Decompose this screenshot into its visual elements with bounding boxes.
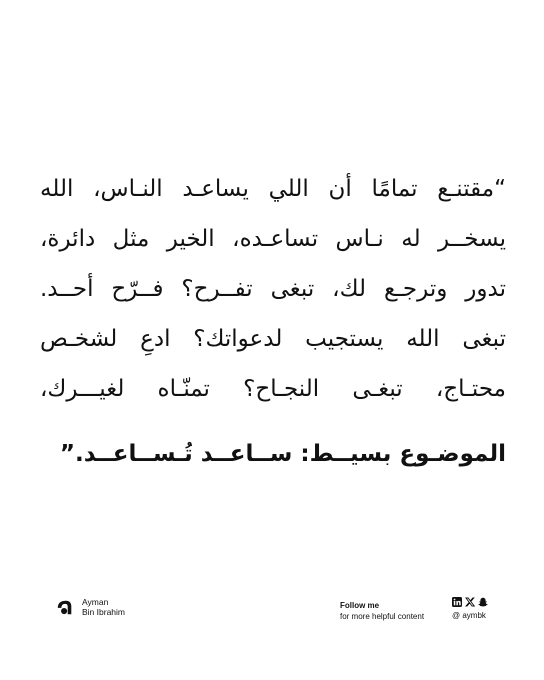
social-links	[452, 596, 488, 621]
snapchat-icon[interactable]	[478, 597, 488, 607]
quote-line: “مقتنـع تمامًا أن اللي يساعـد النـاس، الله	[40, 176, 506, 202]
author-last-name: Bin Ibrahim	[82, 607, 125, 617]
follow-title: Follow me	[340, 601, 380, 610]
follow-subtitle: for more helpful content	[340, 612, 425, 621]
quote-closing-line: الموضـوع بسيــط: ســاعــد تُـســاعــد.”	[59, 441, 506, 467]
author-name	[82, 597, 125, 617]
author-first-name: Ayman	[82, 597, 109, 607]
social-handle: @ aymbk	[452, 611, 486, 620]
author-signature	[56, 597, 125, 617]
x-icon[interactable]	[465, 597, 475, 607]
quote-block	[40, 164, 506, 479]
quote-line: محتـاج، تبغـى النجـاح؟ تمنّـاه لغيـــرك،	[40, 376, 506, 402]
quote-line: تدور وترجـع لك، تبغى تفــرح؟ فــرّح أحــد.	[40, 276, 506, 302]
quote-line: تبغى الله يستجيب لدعواتك؟ ادعِ لشخـص	[40, 326, 506, 352]
linkedin-icon[interactable]	[452, 597, 462, 607]
brand-logo-icon	[56, 598, 74, 616]
quote-line: يسخــر له نـاس تساعـده، الخير مثل دائرة،	[40, 226, 506, 252]
follow-prompt	[340, 600, 424, 622]
